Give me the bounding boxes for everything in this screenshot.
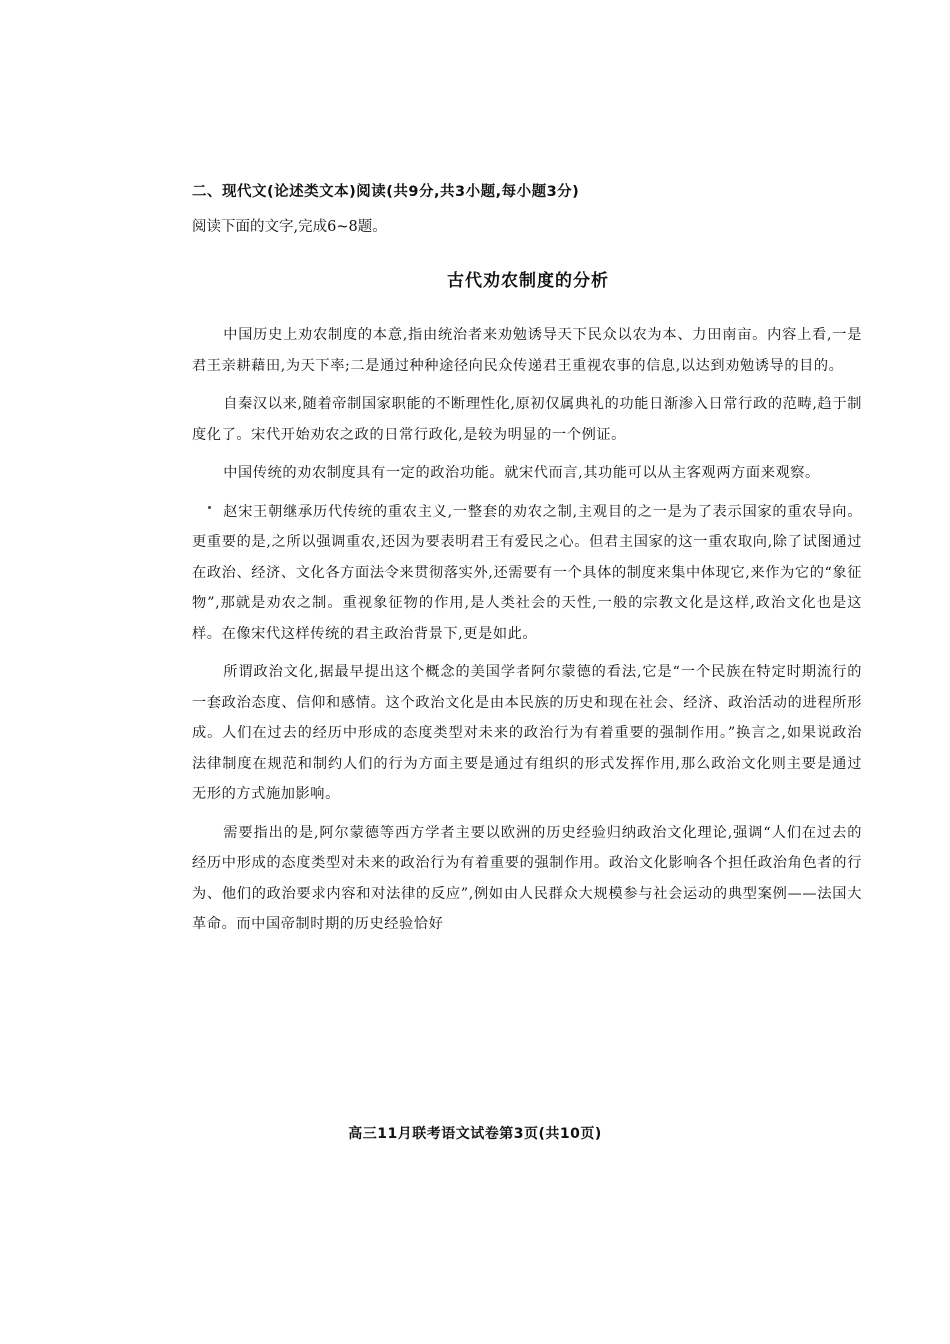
article-paragraph: 赵宋王朝继承历代传统的重农主义,一整套的劝农之制,主观目的之一是为了表示国家的重农导向。更重要的是,之所以强调重农,还因为要表明君王有爱民之心。但君主国家的这一重农取向,除了试图通过在政治、经济、文化各方面法令来贯彻落实外,还需要有一个具体的制度来集中体现它,来作为它的“象征物”,那就是劝农之制。重视象征物的作用,是人类社会的天性,一般的宗教文化是这样,政治文化也是这样。在像宋代这样传统的君主政治背景下,更是如此。 xyxy=(192,503,862,642)
article-paragraph: 中国历史上劝农制度的本意,指由统治者来劝勉诱导天下民众以农为本、力田南亩。内容上看,一是君王亲耕藉田,为天下率;二是通过种种途径向民众传递君王重视农事的信息,以达到劝勉诱导的目的。 xyxy=(192,327,862,374)
article-paragraph: 所谓政治文化,据最早提出这个概念的美国学者阿尔蒙德的看法,它是“一个民族在特定时期流行的一套政治态度、信仰和感情。这个政治文化是由本民族的历史和现在社会、经济、政治活动的进程所形成。人们在过去的经历中形成的态度类型对未来的政治行为有着重要的强制作用。”换言之,如果说政治法律制度在规范和制约人们的行为方面主要是通过有组织的形式发挥作用,那么政治文化则主要是通过无形的方式施加影响。 xyxy=(192,664,862,802)
article-paragraph: 自秦汉以来,随着帝制国家职能的不断理性化,原初仅属典礼的功能日渐渗入日常行政的范畴,趋于制度化了。宋代开始劝农之政的日常行政化,是较为明显的一个例证。 xyxy=(192,396,862,443)
article-title: 古代劝农制度的分析 xyxy=(447,271,609,291)
reading-instruction: 阅读下面的文字,完成6~8题。 xyxy=(192,219,387,235)
section-heading: 二、现代文(论述类文本)阅读(共9分,共3小题,每小题3分) xyxy=(192,184,580,200)
article-body xyxy=(192,320,862,948)
article-paragraph: 中国传统的劝农制度具有一定的政治功能。就宋代而言,其功能可以从主客观两方面来观察。 xyxy=(223,465,820,481)
page-footer: 高三11月联考语文试卷第3页(共10页) xyxy=(348,1126,602,1142)
article-paragraph: 需要指出的是,阿尔蒙德等西方学者主要以欧洲的历史经验归纳政治文化理论,强调“人们在过去的经历中形成的态度类型对未来的政治行为有着重要的强制作用。政治文化影响各个担任政治角色者的行为、他们的政治要求内容和对法律的反应”,例如由人民群众大规模参与社会运动的典型案例——法国大革命。而中国帝制时期的历史经验恰好 xyxy=(192,824,862,932)
